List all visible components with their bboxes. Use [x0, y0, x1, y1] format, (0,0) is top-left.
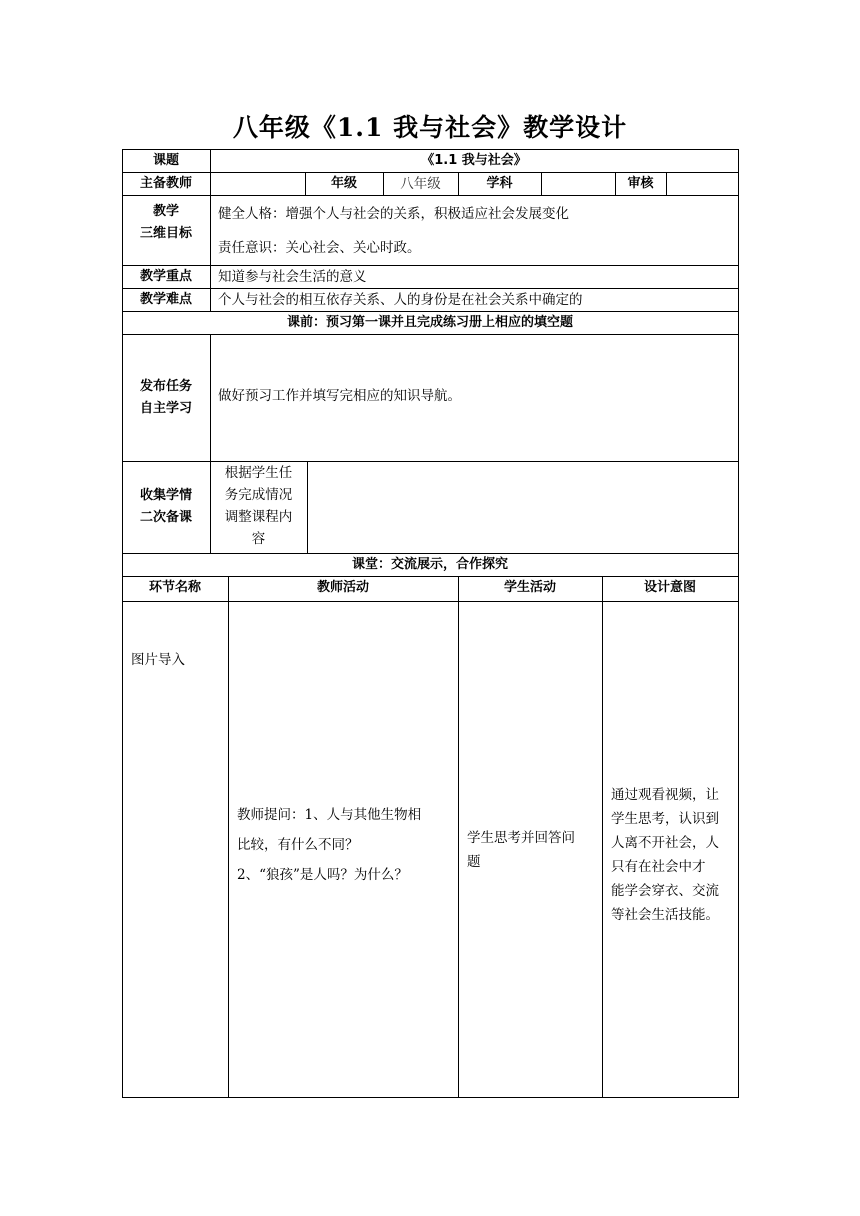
teacher-activity-line: 比较，有什么不同？: [237, 837, 359, 853]
header-stage: 环节名称: [148, 580, 201, 595]
review-label: 审核: [627, 176, 654, 191]
collect-note-line: 调整课程内: [224, 509, 293, 525]
student-activity-cell: [467, 826, 601, 874]
student-activity-line: 题: [467, 854, 481, 870]
teacher-label: 主备教师: [139, 176, 192, 191]
header-design-intent: 设计意图: [643, 580, 696, 595]
task-label-line1: 发布任务: [139, 379, 192, 394]
design-intent-line: 能学会穿衣、交流: [611, 883, 719, 899]
in-class-heading: 课堂：交流展示，合作探究: [351, 557, 508, 572]
task-value: 做好预习工作并填写完相应的知识导航。: [218, 388, 461, 404]
goals-label: [122, 201, 210, 245]
goals-line2: 责任意识：关心社会、关心时政。: [218, 240, 421, 256]
topic-value: 《1.1 我与社会》: [421, 153, 527, 168]
goals-label-line1: 教学: [152, 204, 179, 219]
task-label-line2: 自主学习: [139, 401, 192, 416]
design-intent-line: 等社会生活技能。: [611, 907, 719, 923]
topic-label: 课题: [152, 153, 179, 168]
teacher-activity-line: 教师提问：1、人与其他生物相: [237, 807, 422, 823]
task-label: [122, 376, 210, 420]
header-student-activity: 学生活动: [503, 580, 556, 595]
design-intent-line: 人离不开社会，人: [611, 835, 719, 851]
difficulty-value: 个人与社会的相互依存关系、人的身份是在社会关系中确定的: [218, 292, 583, 308]
design-intent-cell: [611, 783, 737, 927]
collect-label-line2: 二次备课: [139, 510, 192, 525]
collect-label-line1: 收集学情: [139, 488, 192, 503]
collect-note-line: 容: [251, 531, 266, 547]
document-title: 八年级《1.1 我与社会》教学设计: [232, 113, 628, 142]
stage-cell: 图片导入: [131, 652, 185, 668]
pre-class-heading: 课前：预习第一课并且完成练习册上相应的填空题: [286, 315, 573, 330]
collect-note: [210, 462, 307, 550]
collect-label: [122, 485, 210, 529]
student-activity-line: 学生思考并回答问: [467, 830, 575, 846]
teacher-activity-line: 2、“狼孩”是人吗？为什么？: [237, 867, 408, 883]
collect-note-line: 务完成情况: [224, 487, 293, 503]
key-label: 教学重点: [139, 269, 192, 284]
goals-line1: 健全人格：增强个人与社会的关系，积极适应社会发展变化: [218, 206, 569, 222]
difficulty-label: 教学难点: [139, 292, 192, 307]
subject-label: 学科: [486, 176, 513, 191]
grade-label: 年级: [330, 176, 357, 191]
key-value: 知道参与社会生活的意义: [218, 269, 367, 285]
design-intent-line: 学生思考，认识到: [611, 811, 719, 827]
design-intent-line: 只有在社会中才: [611, 859, 706, 875]
header-teacher-activity: 教师活动: [316, 580, 369, 595]
teacher-activity-cell: [237, 800, 457, 890]
goals-label-line2: 三维目标: [139, 226, 192, 241]
design-intent-line: 通过观看视频，让: [611, 787, 719, 803]
collect-note-line: 根据学生任: [224, 465, 293, 481]
grade-value: 八年级: [400, 176, 441, 192]
